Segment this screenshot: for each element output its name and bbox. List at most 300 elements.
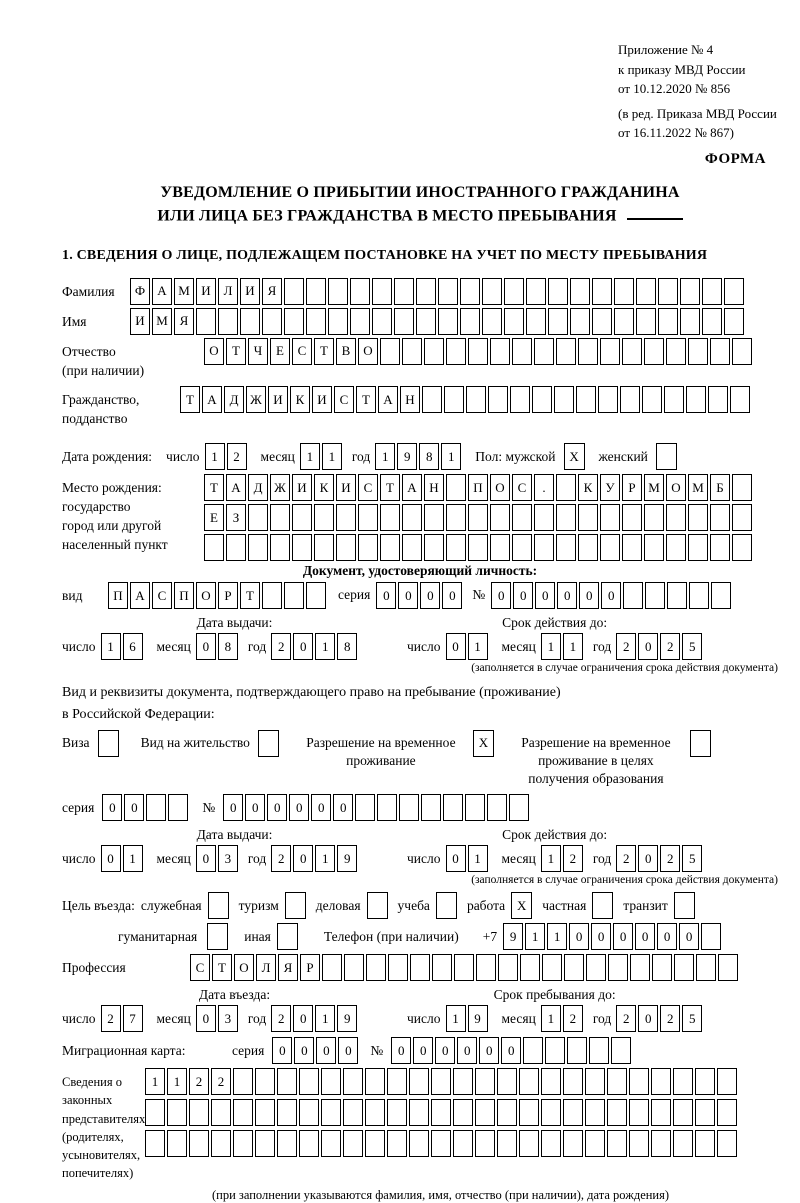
purpose-transit-checkbox[interactable] [674, 892, 695, 919]
char-cell[interactable]: 2 [563, 1005, 583, 1032]
char-cell[interactable]: Т [212, 954, 232, 981]
char-cell[interactable] [578, 504, 598, 531]
char-cell[interactable] [321, 1068, 341, 1095]
char-cell[interactable] [534, 338, 554, 365]
char-cell[interactable]: 1 [315, 633, 335, 660]
char-cell[interactable] [422, 386, 442, 413]
char-cell[interactable]: 1 [446, 1005, 466, 1032]
char-cell[interactable]: Т [240, 582, 260, 609]
char-cell[interactable] [666, 534, 686, 561]
char-cell[interactable] [680, 308, 700, 335]
char-cell[interactable] [475, 1068, 495, 1095]
char-cell[interactable] [476, 954, 496, 981]
char-cell[interactable]: 1 [468, 845, 488, 872]
char-cell[interactable] [541, 1068, 561, 1095]
char-cell[interactable]: . [534, 474, 554, 501]
char-cell[interactable] [708, 386, 728, 413]
char-cell[interactable] [695, 1130, 715, 1157]
char-cell[interactable] [504, 308, 524, 335]
char-cell[interactable]: 0 [638, 633, 658, 660]
char-cell[interactable]: 0 [491, 582, 511, 609]
char-cell[interactable] [211, 1130, 231, 1157]
char-cell[interactable] [292, 504, 312, 531]
temp-residence-education-checkbox[interactable] [690, 730, 711, 757]
char-cell[interactable]: 2 [616, 633, 636, 660]
char-cell[interactable]: 7 [123, 1005, 143, 1032]
char-cell[interactable] [730, 386, 750, 413]
char-cell[interactable] [218, 308, 238, 335]
char-cell[interactable]: Т [314, 338, 334, 365]
residence-permit-checkbox[interactable] [258, 730, 279, 757]
char-cell[interactable]: 1 [167, 1068, 187, 1095]
char-cell[interactable] [146, 794, 166, 821]
char-cell[interactable] [409, 1130, 429, 1157]
char-cell[interactable]: 9 [337, 845, 357, 872]
char-cell[interactable] [277, 1099, 297, 1126]
char-cell[interactable] [622, 534, 642, 561]
char-cell[interactable] [424, 534, 444, 561]
char-cell[interactable] [446, 338, 466, 365]
char-cell[interactable] [388, 954, 408, 981]
char-cell[interactable]: И [268, 386, 288, 413]
char-cell[interactable] [350, 308, 370, 335]
char-cell[interactable]: 9 [468, 1005, 488, 1032]
char-cell[interactable] [226, 534, 246, 561]
char-cell[interactable] [688, 534, 708, 561]
char-cell[interactable]: 0 [289, 794, 309, 821]
char-cell[interactable] [344, 954, 364, 981]
char-cell[interactable] [394, 278, 414, 305]
char-cell[interactable] [211, 1099, 231, 1126]
char-cell[interactable] [710, 534, 730, 561]
char-cell[interactable] [444, 386, 464, 413]
char-cell[interactable] [548, 278, 568, 305]
char-cell[interactable] [189, 1099, 209, 1126]
char-cell[interactable] [718, 954, 738, 981]
char-cell[interactable] [548, 308, 568, 335]
char-cell[interactable]: 1 [547, 923, 567, 950]
char-cell[interactable]: 0 [638, 845, 658, 872]
char-cell[interactable] [695, 1099, 715, 1126]
char-cell[interactable] [732, 338, 752, 365]
purpose-work-checkbox[interactable]: X [511, 892, 532, 919]
char-cell[interactable] [576, 386, 596, 413]
char-cell[interactable]: 9 [397, 443, 417, 470]
char-cell[interactable] [453, 1130, 473, 1157]
char-cell[interactable] [523, 1037, 543, 1064]
purpose-private-checkbox[interactable] [592, 892, 613, 919]
char-cell[interactable]: И [196, 278, 216, 305]
char-cell[interactable] [512, 504, 532, 531]
char-cell[interactable]: С [292, 338, 312, 365]
char-cell[interactable]: 0 [569, 923, 589, 950]
char-cell[interactable] [554, 386, 574, 413]
char-cell[interactable] [233, 1099, 253, 1126]
char-cell[interactable] [534, 534, 554, 561]
visa-checkbox[interactable] [98, 730, 119, 757]
char-cell[interactable]: 9 [337, 1005, 357, 1032]
char-cell[interactable]: 1 [441, 443, 461, 470]
purpose-tourism-checkbox[interactable] [285, 892, 306, 919]
char-cell[interactable]: Н [424, 474, 444, 501]
char-cell[interactable] [629, 1068, 649, 1095]
char-cell[interactable] [482, 308, 502, 335]
char-cell[interactable] [446, 474, 466, 501]
char-cell[interactable] [564, 954, 584, 981]
char-cell[interactable] [542, 954, 562, 981]
char-cell[interactable] [402, 338, 422, 365]
char-cell[interactable]: Д [248, 474, 268, 501]
char-cell[interactable] [438, 308, 458, 335]
char-cell[interactable] [490, 338, 510, 365]
char-cell[interactable] [608, 954, 628, 981]
char-cell[interactable] [416, 278, 436, 305]
char-cell[interactable] [196, 308, 216, 335]
char-cell[interactable] [556, 534, 576, 561]
char-cell[interactable] [688, 504, 708, 531]
char-cell[interactable]: Я [262, 278, 282, 305]
char-cell[interactable]: 0 [391, 1037, 411, 1064]
char-cell[interactable]: Е [270, 338, 290, 365]
char-cell[interactable] [299, 1130, 319, 1157]
char-cell[interactable] [204, 534, 224, 561]
char-cell[interactable]: 6 [123, 633, 143, 660]
char-cell[interactable] [585, 1068, 605, 1095]
char-cell[interactable] [651, 1068, 671, 1095]
char-cell[interactable] [711, 582, 731, 609]
char-cell[interactable] [592, 308, 612, 335]
char-cell[interactable] [701, 923, 721, 950]
char-cell[interactable] [732, 504, 752, 531]
char-cell[interactable]: 8 [218, 633, 238, 660]
char-cell[interactable] [651, 1130, 671, 1157]
char-cell[interactable]: А [226, 474, 246, 501]
char-cell[interactable]: 0 [442, 582, 462, 609]
char-cell[interactable]: 5 [682, 845, 702, 872]
char-cell[interactable] [512, 338, 532, 365]
char-cell[interactable] [321, 1099, 341, 1126]
char-cell[interactable] [686, 386, 706, 413]
char-cell[interactable]: Т [180, 386, 200, 413]
char-cell[interactable] [255, 1130, 275, 1157]
char-cell[interactable] [372, 278, 392, 305]
char-cell[interactable] [365, 1068, 385, 1095]
char-cell[interactable]: Т [226, 338, 246, 365]
char-cell[interactable]: 0 [101, 845, 121, 872]
char-cell[interactable] [167, 1130, 187, 1157]
char-cell[interactable] [673, 1130, 693, 1157]
char-cell[interactable] [284, 308, 304, 335]
char-cell[interactable] [402, 534, 422, 561]
char-cell[interactable] [622, 338, 642, 365]
char-cell[interactable]: Я [174, 308, 194, 335]
char-cell[interactable] [512, 534, 532, 561]
char-cell[interactable] [658, 278, 678, 305]
char-cell[interactable] [629, 1099, 649, 1126]
char-cell[interactable] [585, 1099, 605, 1126]
char-cell[interactable] [614, 278, 634, 305]
char-cell[interactable] [466, 386, 486, 413]
char-cell[interactable] [284, 278, 304, 305]
char-cell[interactable]: 2 [616, 845, 636, 872]
char-cell[interactable] [431, 1130, 451, 1157]
char-cell[interactable]: 1 [123, 845, 143, 872]
char-cell[interactable]: 0 [102, 794, 122, 821]
char-cell[interactable]: 0 [513, 582, 533, 609]
char-cell[interactable] [614, 308, 634, 335]
char-cell[interactable] [366, 954, 386, 981]
char-cell[interactable] [556, 504, 576, 531]
char-cell[interactable] [416, 308, 436, 335]
char-cell[interactable] [446, 504, 466, 531]
char-cell[interactable]: С [334, 386, 354, 413]
char-cell[interactable] [336, 504, 356, 531]
char-cell[interactable]: 1 [300, 443, 320, 470]
char-cell[interactable]: А [378, 386, 398, 413]
char-cell[interactable] [578, 534, 598, 561]
char-cell[interactable] [623, 582, 643, 609]
char-cell[interactable] [358, 534, 378, 561]
char-cell[interactable]: 2 [271, 845, 291, 872]
char-cell[interactable]: 0 [196, 1005, 216, 1032]
char-cell[interactable] [526, 308, 546, 335]
char-cell[interactable] [598, 386, 618, 413]
char-cell[interactable] [592, 278, 612, 305]
char-cell[interactable] [732, 534, 752, 561]
char-cell[interactable]: З [226, 504, 246, 531]
char-cell[interactable]: 2 [616, 1005, 636, 1032]
char-cell[interactable]: 2 [660, 1005, 680, 1032]
char-cell[interactable] [636, 278, 656, 305]
char-cell[interactable]: 0 [196, 845, 216, 872]
char-cell[interactable] [248, 534, 268, 561]
char-cell[interactable]: Я [278, 954, 298, 981]
char-cell[interactable] [645, 582, 665, 609]
char-cell[interactable] [732, 474, 752, 501]
char-cell[interactable] [611, 1037, 631, 1064]
purpose-official-checkbox[interactable] [208, 892, 229, 919]
char-cell[interactable]: М [644, 474, 664, 501]
char-cell[interactable]: У [600, 474, 620, 501]
char-cell[interactable] [240, 308, 260, 335]
char-cell[interactable] [488, 386, 508, 413]
char-cell[interactable] [321, 1130, 341, 1157]
char-cell[interactable]: К [314, 474, 334, 501]
char-cell[interactable]: С [358, 474, 378, 501]
char-cell[interactable] [497, 1130, 517, 1157]
char-cell[interactable] [336, 534, 356, 561]
char-cell[interactable]: П [174, 582, 194, 609]
char-cell[interactable] [292, 534, 312, 561]
char-cell[interactable] [380, 504, 400, 531]
char-cell[interactable]: Н [400, 386, 420, 413]
char-cell[interactable]: Ж [270, 474, 290, 501]
char-cell[interactable] [490, 504, 510, 531]
char-cell[interactable] [702, 278, 722, 305]
char-cell[interactable] [534, 504, 554, 531]
char-cell[interactable]: 0 [293, 845, 313, 872]
purpose-humanitarian-checkbox[interactable] [207, 923, 228, 950]
char-cell[interactable] [652, 954, 672, 981]
char-cell[interactable] [145, 1130, 165, 1157]
char-cell[interactable]: 2 [563, 845, 583, 872]
char-cell[interactable]: 0 [601, 582, 621, 609]
char-cell[interactable] [710, 504, 730, 531]
char-cell[interactable]: А [130, 582, 150, 609]
char-cell[interactable] [343, 1099, 363, 1126]
char-cell[interactable] [724, 278, 744, 305]
temp-residence-checkbox[interactable]: X [473, 730, 494, 757]
char-cell[interactable] [314, 504, 334, 531]
char-cell[interactable] [644, 534, 664, 561]
char-cell[interactable] [607, 1068, 627, 1095]
char-cell[interactable]: 0 [446, 633, 466, 660]
char-cell[interactable] [510, 386, 530, 413]
char-cell[interactable]: Ч [248, 338, 268, 365]
char-cell[interactable] [299, 1068, 319, 1095]
char-cell[interactable]: 5 [682, 633, 702, 660]
char-cell[interactable]: 9 [503, 923, 523, 950]
char-cell[interactable]: 0 [294, 1037, 314, 1064]
char-cell[interactable] [306, 278, 326, 305]
char-cell[interactable] [563, 1099, 583, 1126]
char-cell[interactable] [520, 954, 540, 981]
char-cell[interactable]: 0 [196, 633, 216, 660]
char-cell[interactable]: М [174, 278, 194, 305]
char-cell[interactable]: О [234, 954, 254, 981]
char-cell[interactable]: 1 [322, 443, 342, 470]
char-cell[interactable] [680, 278, 700, 305]
char-cell[interactable]: В [336, 338, 356, 365]
char-cell[interactable] [563, 1068, 583, 1095]
char-cell[interactable] [620, 386, 640, 413]
char-cell[interactable]: С [152, 582, 172, 609]
char-cell[interactable] [475, 1099, 495, 1126]
char-cell[interactable] [431, 1099, 451, 1126]
char-cell[interactable] [453, 1099, 473, 1126]
char-cell[interactable] [277, 1130, 297, 1157]
char-cell[interactable]: 0 [457, 1037, 477, 1064]
char-cell[interactable] [409, 1068, 429, 1095]
char-cell[interactable] [387, 1068, 407, 1095]
char-cell[interactable] [453, 1068, 473, 1095]
char-cell[interactable]: 2 [660, 845, 680, 872]
char-cell[interactable] [600, 534, 620, 561]
char-cell[interactable] [519, 1068, 539, 1095]
char-cell[interactable]: 2 [101, 1005, 121, 1032]
char-cell[interactable] [431, 1068, 451, 1095]
purpose-study-checkbox[interactable] [436, 892, 457, 919]
char-cell[interactable]: 1 [205, 443, 225, 470]
char-cell[interactable] [167, 1099, 187, 1126]
char-cell[interactable]: Р [622, 474, 642, 501]
char-cell[interactable] [585, 1130, 605, 1157]
char-cell[interactable] [600, 338, 620, 365]
char-cell[interactable]: Р [300, 954, 320, 981]
char-cell[interactable] [168, 794, 188, 821]
char-cell[interactable]: 1 [101, 633, 121, 660]
char-cell[interactable] [468, 534, 488, 561]
char-cell[interactable]: 1 [541, 1005, 561, 1032]
char-cell[interactable] [497, 1099, 517, 1126]
purpose-business-checkbox[interactable] [367, 892, 388, 919]
char-cell[interactable] [607, 1099, 627, 1126]
char-cell[interactable] [702, 308, 722, 335]
char-cell[interactable]: 0 [293, 1005, 313, 1032]
char-cell[interactable] [674, 954, 694, 981]
char-cell[interactable] [526, 278, 546, 305]
char-cell[interactable]: 0 [435, 1037, 455, 1064]
char-cell[interactable] [622, 504, 642, 531]
char-cell[interactable] [689, 582, 709, 609]
char-cell[interactable]: 0 [591, 923, 611, 950]
char-cell[interactable]: 0 [613, 923, 633, 950]
char-cell[interactable] [497, 1068, 517, 1095]
char-cell[interactable] [717, 1068, 737, 1095]
char-cell[interactable]: Т [204, 474, 224, 501]
char-cell[interactable] [446, 534, 466, 561]
char-cell[interactable]: 0 [272, 1037, 292, 1064]
char-cell[interactable] [189, 1130, 209, 1157]
char-cell[interactable] [402, 504, 422, 531]
char-cell[interactable]: М [152, 308, 172, 335]
char-cell[interactable] [724, 308, 744, 335]
char-cell[interactable] [509, 794, 529, 821]
char-cell[interactable] [642, 386, 662, 413]
char-cell[interactable] [673, 1099, 693, 1126]
char-cell[interactable] [270, 534, 290, 561]
char-cell[interactable] [556, 338, 576, 365]
char-cell[interactable]: 5 [682, 1005, 702, 1032]
char-cell[interactable] [629, 1130, 649, 1157]
char-cell[interactable]: М [688, 474, 708, 501]
char-cell[interactable]: 0 [657, 923, 677, 950]
char-cell[interactable] [519, 1099, 539, 1126]
char-cell[interactable] [380, 534, 400, 561]
char-cell[interactable] [377, 794, 397, 821]
char-cell[interactable] [673, 1068, 693, 1095]
char-cell[interactable] [460, 278, 480, 305]
char-cell[interactable]: 3 [218, 1005, 238, 1032]
char-cell[interactable] [589, 1037, 609, 1064]
char-cell[interactable] [504, 278, 524, 305]
char-cell[interactable] [644, 338, 664, 365]
char-cell[interactable] [443, 794, 463, 821]
char-cell[interactable] [644, 504, 664, 531]
char-cell[interactable]: 0 [398, 582, 418, 609]
char-cell[interactable]: 0 [333, 794, 353, 821]
char-cell[interactable] [607, 1130, 627, 1157]
char-cell[interactable]: 0 [501, 1037, 521, 1064]
char-cell[interactable]: А [152, 278, 172, 305]
char-cell[interactable]: И [312, 386, 332, 413]
char-cell[interactable]: 0 [245, 794, 265, 821]
char-cell[interactable] [570, 308, 590, 335]
char-cell[interactable]: Л [256, 954, 276, 981]
char-cell[interactable]: 1 [468, 633, 488, 660]
char-cell[interactable]: 0 [316, 1037, 336, 1064]
char-cell[interactable]: 0 [376, 582, 396, 609]
char-cell[interactable] [578, 338, 598, 365]
char-cell[interactable] [498, 954, 518, 981]
char-cell[interactable]: 0 [223, 794, 243, 821]
char-cell[interactable]: 0 [293, 633, 313, 660]
char-cell[interactable] [519, 1130, 539, 1157]
char-cell[interactable]: О [490, 474, 510, 501]
char-cell[interactable]: 0 [679, 923, 699, 950]
char-cell[interactable] [468, 504, 488, 531]
char-cell[interactable] [255, 1068, 275, 1095]
